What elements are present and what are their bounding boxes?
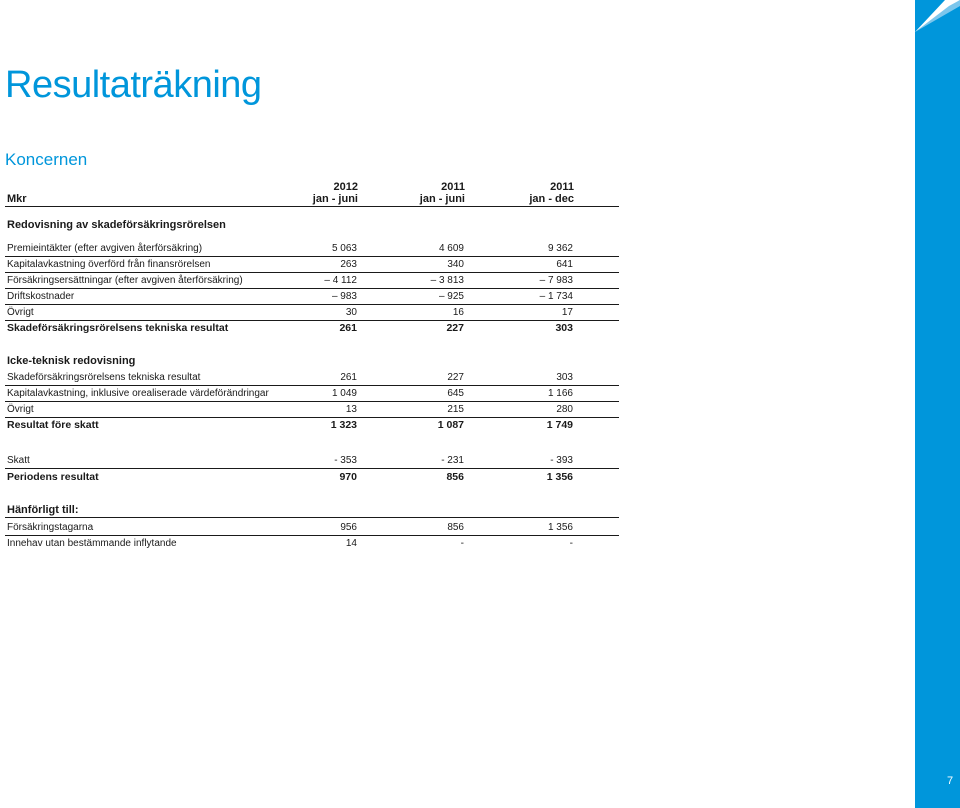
column-period: jan - dec: [529, 193, 574, 205]
value-2011-fy: – 7 983: [539, 275, 573, 286]
value-2012-h1: 261: [339, 322, 357, 334]
value-2011-h1: – 3 813: [430, 275, 464, 286]
unit-label: Mkr: [7, 193, 27, 205]
row-label: Försäkringstagarna: [7, 522, 94, 533]
row-label: Övrigt: [7, 404, 34, 415]
value-2012-h1: 1 323: [330, 419, 357, 431]
value-2011-fy: - 393: [550, 455, 573, 466]
value-2011-fy: -: [569, 538, 573, 549]
table-row: [5, 401, 619, 418]
value-2012-h1: 13: [345, 404, 357, 415]
table-row: [5, 304, 619, 321]
value-2011-fy: 1 356: [547, 522, 573, 533]
value-2011-h1: 645: [447, 388, 464, 399]
corner-fold-icon: [915, 0, 960, 32]
column-period: jan - juni: [419, 193, 465, 205]
table-row: [5, 519, 619, 536]
value-2011-h1: -: [460, 538, 464, 549]
table-row: [5, 385, 619, 402]
row-label: Kapitalavkastning överförd från finansrörelsen: [7, 259, 211, 270]
value-2011-h1: 215: [447, 404, 464, 415]
table-row: [5, 452, 619, 469]
header-divider: [5, 206, 619, 207]
column-year: 2011: [441, 181, 465, 193]
row-label: Skadeförsäkringsrörelsens tekniska resultat: [7, 372, 201, 383]
row-label: Resultat före skatt: [7, 419, 99, 431]
value-2011-fy: 9 362: [547, 243, 573, 254]
table-row: [5, 288, 619, 305]
table-row: [5, 369, 619, 386]
section-divider: [5, 517, 619, 518]
table-row: [5, 535, 619, 551]
row-label: Övrigt: [7, 307, 34, 318]
column-year: 2011: [550, 181, 574, 193]
value-2011-h1: 856: [447, 522, 464, 533]
value-2011-h1: 227: [446, 322, 464, 334]
table-row-total: [5, 320, 619, 336]
value-2012-h1: 14: [345, 538, 357, 549]
row-label: Innehav utan bestämmande inflytande: [7, 538, 177, 549]
table-row: [5, 256, 619, 273]
table-row: [5, 240, 619, 257]
value-2011-fy: 1 356: [546, 471, 573, 483]
value-2012-h1: 1 049: [331, 388, 357, 399]
value-2012-h1: - 353: [334, 455, 357, 466]
value-2011-fy: – 1 734: [539, 291, 573, 302]
value-2011-fy: 641: [556, 259, 573, 270]
value-2011-h1: – 925: [438, 291, 464, 302]
table-row-total: [5, 469, 619, 485]
column-year: 2012: [333, 181, 358, 193]
row-label: Driftskostnader: [7, 291, 75, 302]
row-label: Skatt: [7, 455, 30, 466]
value-2012-h1: 970: [339, 471, 357, 483]
value-2012-h1: 261: [340, 372, 357, 383]
value-2011-fy: 303: [556, 372, 573, 383]
row-label: Skadeförsäkringsrörelsens tekniska resultat: [7, 322, 229, 334]
section-heading-non-technical: Icke-teknisk redovisning: [7, 355, 136, 367]
value-2011-fy: 17: [561, 307, 573, 318]
row-label: Premieintäkter (efter avgiven återförsäkring): [7, 243, 203, 254]
column-period: jan - juni: [312, 193, 358, 205]
value-2011-h1: - 231: [441, 455, 464, 466]
value-2012-h1: 30: [345, 307, 357, 318]
value-2011-fy: 1 749: [546, 419, 573, 431]
value-2012-h1: – 983: [331, 291, 357, 302]
value-2011-h1: 4 609: [438, 243, 464, 254]
value-2011-h1: 856: [446, 471, 464, 483]
column-header-1: [313, 181, 358, 205]
value-2012-h1: 263: [340, 259, 357, 270]
table-row: [5, 272, 619, 289]
column-header-3: [529, 181, 574, 205]
page-title: Resultaträkning: [5, 64, 262, 106]
value-2011-fy: 280: [556, 404, 573, 415]
row-label: Kapitalavkastning, inklusive orealiserade värdeförändringar: [7, 388, 269, 399]
value-2011-h1: 227: [447, 372, 464, 383]
row-label: Periodens resultat: [7, 471, 99, 483]
value-2011-h1: 340: [447, 259, 464, 270]
value-2011-h1: 1 087: [437, 419, 464, 431]
column-header-2: [420, 181, 465, 205]
table-row-total: [5, 417, 619, 433]
value-2012-h1: 5 063: [331, 243, 357, 254]
value-2011-fy: 1 166: [547, 388, 573, 399]
value-2011-h1: 16: [452, 307, 464, 318]
value-2011-fy: 303: [555, 322, 573, 334]
value-2012-h1: – 4 112: [324, 275, 357, 286]
page-number: 7: [946, 775, 954, 787]
side-bar: [915, 0, 960, 808]
section-heading-insurance: Redovisning av skadeförsäkringsrörelsen: [7, 219, 226, 231]
value-2012-h1: 956: [340, 522, 357, 533]
page-subtitle: Koncernen: [5, 150, 88, 169]
row-label: Försäkringsersättningar (efter avgiven återförsäkring): [7, 275, 243, 286]
section-heading-attributable: Hänförligt till:: [7, 504, 79, 516]
